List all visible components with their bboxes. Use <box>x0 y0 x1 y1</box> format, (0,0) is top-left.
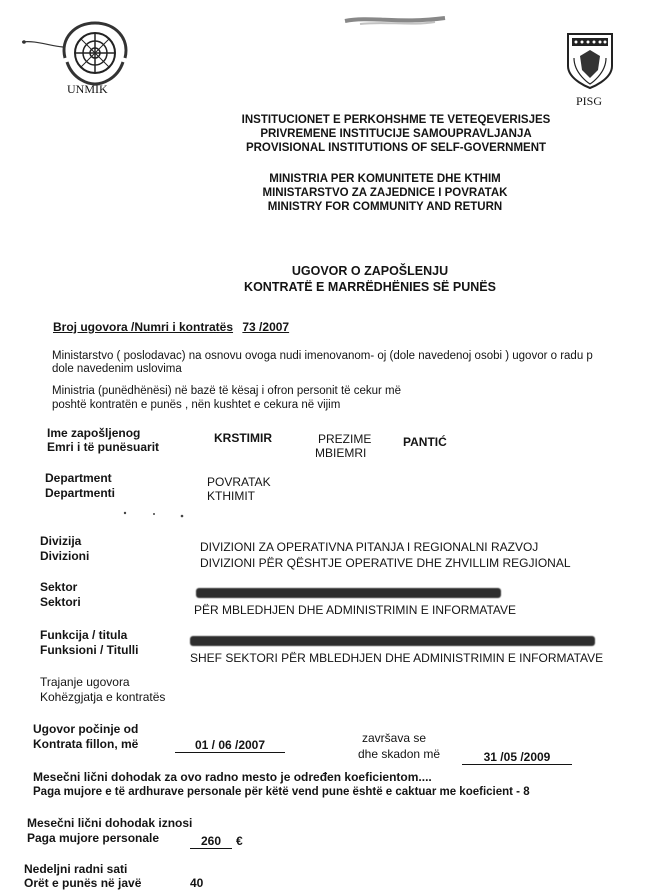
start-label-sr: Ugovor počinje od <box>33 722 139 736</box>
surname-label-sq: MBIEMRI <box>315 446 367 460</box>
employee-surname: PANTIĆ <box>403 435 447 449</box>
intro-sq-line-2: poshtë kontratën e punës , nën kushtet e cekura në vijim <box>52 399 341 411</box>
redacted-sector-sr <box>196 588 501 598</box>
institution-line-sq: INSTITUCIONET E PERKOHSHME TE VETEQEVERISJES <box>241 114 551 126</box>
function-label-sq: Funksioni / Titulli <box>40 643 139 657</box>
salary-label-sq: Paga mujore personale <box>27 831 160 845</box>
start-date-value: 01 / 06 /2007 <box>175 738 285 753</box>
hours-label-sq: Orët e punës në javë <box>24 876 142 890</box>
sector-label-sq: Sektori <box>40 595 81 609</box>
institution-line-en: PROVISIONAL INSTITUTIONS OF SELF-GOVERNMENT <box>245 142 547 154</box>
hours-label-sr: Nedeljni radni sati <box>24 862 128 876</box>
contract-number-label: Broj ugovora /Numri i kontratës <box>53 320 234 334</box>
employee-label-sr: Ime zapošljenog <box>47 426 141 440</box>
intro-sr-line-2: dole navedenim uslovima <box>52 363 182 375</box>
contract-title-sq: KONTRATË E MARRËDHËNIES SË PUNËS <box>244 280 496 294</box>
contract-number-row <box>53 320 289 334</box>
start-label-sq: Kontrata fillon, më <box>33 737 139 751</box>
ministry-line-sq: MINISTRIA PER KOMUNITETE DHE KTHIM <box>269 173 501 185</box>
end-label-sr: završava se <box>362 731 427 745</box>
division-label-sr: Divizija <box>40 534 82 548</box>
scan-dots <box>120 508 190 520</box>
employee-first-name: KRSTIMIR <box>214 431 272 445</box>
intro-sq-line-1: Ministria (punëdhënësi) në bazë të kësaj i ofron personit të cekur më <box>52 385 402 397</box>
pisg-caption: PISG <box>576 94 603 108</box>
division-label-sq: Divizioni <box>40 549 90 563</box>
scan-smudge <box>340 12 450 28</box>
unmik-caption: UNMIK <box>67 82 108 96</box>
un-emblem-icon <box>55 18 135 90</box>
contract-number-value: 73 /2007 <box>242 320 290 334</box>
hours-value: 40 <box>190 876 204 890</box>
contract-title-sr: UGOVOR O ZAPOŠLENJU <box>291 264 449 278</box>
pen-stroke <box>20 38 65 50</box>
ministry-line-sr: MINISTARSTVO ZA ZAJEDNICE I POVRATAK <box>262 187 508 199</box>
department-value-sq: KTHIMIT <box>207 489 255 503</box>
sector-value-sq: PËR MBLEDHJEN DHE ADMINISTRIMIN E INFORMATAVE <box>194 603 517 617</box>
department-label-sr: Department <box>45 471 112 485</box>
salary-currency: € <box>236 834 243 848</box>
ministry-line-en: MINISTRY FOR COMMUNITY AND RETURN <box>267 201 503 213</box>
duration-label-sr: Trajanje ugovora <box>40 675 130 689</box>
function-value-sq: SHEF SEKTORI PËR MBLEDHJEN DHE ADMINISTRIMIN E INFORMATAVE <box>190 651 604 665</box>
institution-line-sr: PRIVREMENE INSTITUCIJE SAMOUPRAVLJANJA <box>260 128 532 140</box>
pisg-shield-icon <box>560 28 620 92</box>
employee-label-sq: Emri i të punësuarit <box>47 440 160 454</box>
coefficient-line-sq: Paga mujore e të ardhurave personale për këtë vend pune është e caktuar me koeficient - 8 <box>33 786 530 798</box>
sector-label-sr: Sektor <box>40 580 78 594</box>
function-label-sr: Funkcija / titula <box>40 628 128 642</box>
surname-label-sr: PREZIME <box>318 432 372 446</box>
salary-value: 260 <box>190 834 232 849</box>
intro-sr-line-1: Ministarstvo ( poslodavac) na osnovu ovoga nudi imenovanom- oj (dole navedenoj osobi ) ugovor o radu p <box>52 350 593 362</box>
end-date-value: 31 /05 /2009 <box>462 750 572 765</box>
end-label-sq: dhe skadon më <box>358 747 441 761</box>
redacted-function-sr <box>190 636 595 646</box>
department-label-sq: Departmenti <box>45 486 116 500</box>
coefficient-line-sr: Mesečni lični dohodak za ovo radno mesto je određen koeficientom.... <box>33 770 432 784</box>
division-value-sq: DIVIZIONI PËR QËSHTJE OPERATIVE DHE ZHVILLIM REGJIONAL <box>200 556 571 570</box>
department-value-sr: POVRATAK <box>207 475 271 489</box>
salary-label-sr: Mesečni lični dohodak iznosi <box>27 816 193 830</box>
duration-label-sq: Kohëzgjatja e kontratës <box>40 690 166 704</box>
division-value-sr: DIVIZIONI ZA OPERATIVNA PITANJA I REGIONALNI RAZVOJ <box>200 540 539 554</box>
